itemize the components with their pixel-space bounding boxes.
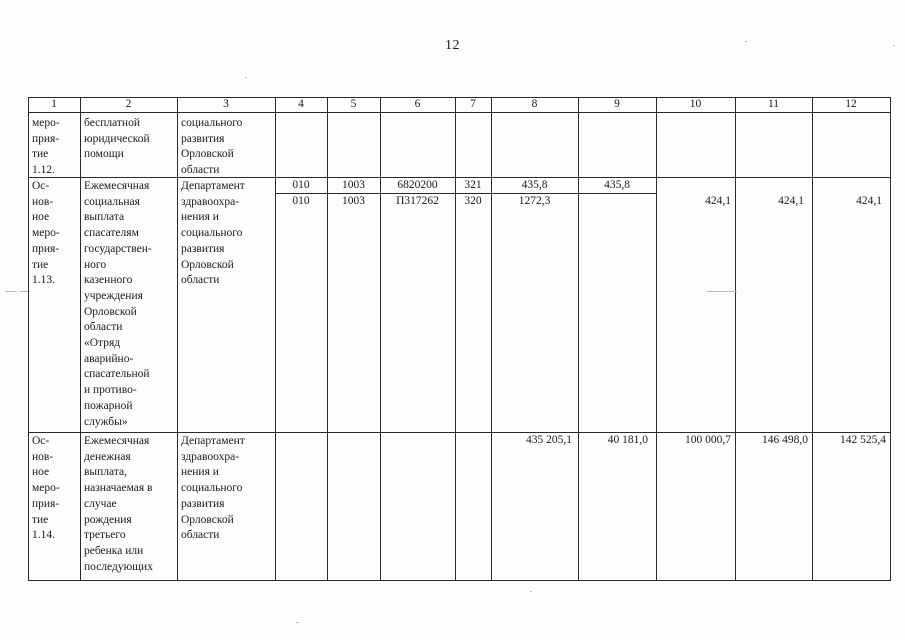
measure-description: казенного [84,274,133,287]
responsible-executor: здравоохра- [181,450,240,463]
measure-label: меро- [32,117,60,129]
measure-label: 1.12. [32,164,55,177]
scan-artifact [530,591,532,592]
amount-year: 424,1 [856,195,882,207]
measure-description: Ежемесячная [84,435,150,447]
responsible-executor: Орловской [181,148,234,161]
amount-year: 142 525,4 [840,434,886,446]
responsible-executor: Департамент [181,435,245,447]
measure-label: Ос- [32,180,50,192]
measure-label: меро- [32,227,60,240]
scan-artifact [707,291,737,292]
measure-label: прия- [32,132,60,145]
amount-year: 435,8 [604,179,630,191]
measure-description: бесплатной [84,117,140,129]
amount-year: 146 498,0 [762,434,808,446]
column-header: 6 [414,98,421,110]
column-header: 2 [125,98,132,110]
measure-description: службы» [84,415,128,428]
scan-artifact [5,291,17,292]
responsible-executor: нения и [181,466,219,479]
amount-year: 100 000,7 [685,434,731,446]
measure-label: ное [32,466,50,479]
budget-code-target: П317262 [396,195,439,207]
measure-description: пожарной [84,399,133,412]
measure-description: рождения [84,513,132,526]
measure-label: тие [32,513,49,526]
measure-description: помощи [84,148,124,161]
amount-total: 435 205,1 [526,434,572,446]
measure-description: спасательной [84,368,150,381]
budget-code-gradmin: 010 [292,195,310,207]
measure-label: тие [32,258,49,271]
measure-description: государствен- [84,242,152,255]
responsible-executor: Орловской [181,513,234,526]
column-divider [735,97,736,581]
column-header: 4 [298,98,304,110]
scan-artifact [893,45,895,46]
column-divider [275,97,276,581]
responsible-executor: нения и [181,211,219,224]
measure-description: спасателям [84,227,139,240]
column-divider [177,97,178,581]
amount-year: 40 181,0 [607,434,648,446]
measure-label: прия- [32,497,60,510]
column-divider [455,97,456,581]
column-header: 11 [767,98,780,110]
measure-label: нов- [32,450,54,463]
column-header: 5 [350,98,357,110]
scan-artifact [745,41,747,42]
budget-code-gradmin: 010 [292,179,310,191]
scan-artifact [245,77,247,78]
measure-description: области [84,321,123,334]
budget-code-expense-type: 321 [464,179,482,191]
column-divider [890,97,891,581]
measure-label: Ос- [32,435,50,447]
column-divider [491,97,492,581]
measure-description: аварийно- [84,352,134,365]
measure-description: ребенка или [84,544,144,557]
responsible-executor: социального [181,227,243,240]
responsible-executor: здравоохра- [181,195,240,208]
scan-artifact [296,622,299,623]
measure-description: выплата [84,211,125,224]
measure-description: учреждения [84,289,143,302]
measure-description: денежная [84,450,131,463]
measure-description: социальная [84,195,140,208]
measure-label: 1.14. [32,529,55,542]
responsible-executor: Орловской [181,258,234,271]
column-divider [80,97,81,581]
column-header: 1 [51,98,57,110]
budget-code-section: 1003 [342,195,365,207]
amount-year: 424,1 [705,195,731,207]
amount-total: 435,8 [521,179,548,191]
budget-code-expense-type: 320 [464,195,482,207]
column-header: 12 [845,98,857,110]
responsible-executor: развития [181,497,225,510]
responsible-executor: развития [181,242,225,255]
measure-description: юридической [84,132,150,145]
measure-description: третьего [84,529,126,542]
budget-code-section: 1003 [342,179,365,191]
budget-code-target: 6820200 [397,179,438,191]
column-header: 9 [614,98,620,110]
measure-description: ного [84,258,107,271]
column-divider [656,97,657,581]
column-divider [327,97,328,581]
column-header: 8 [531,98,538,110]
measure-description: Орловской [84,305,137,318]
responsible-executor: области [181,164,220,177]
amount-year: 424,1 [778,195,804,207]
header-row-divider [28,112,891,113]
measure-label: прия- [32,242,60,255]
page-number: 12 [445,38,460,53]
responsible-executor: области [181,529,220,542]
measure-description: «Отряд [84,337,121,349]
column-header: 7 [470,98,476,110]
measure-label: тие [32,148,49,161]
measure-description: выплата, [84,466,128,479]
column-divider [578,97,579,581]
measure-label: меро- [32,482,60,495]
responsible-executor: Департамент [181,180,245,192]
responsible-executor: развития [181,132,225,145]
column-header: 10 [689,98,702,110]
amount-total: 1272,3 [518,195,551,207]
measure-label: 1.13. [32,274,55,287]
measure-description: Ежемесячная [84,180,150,192]
measure-label: ное [32,211,50,224]
column-header: 3 [223,98,229,110]
responsible-executor: социального [181,482,243,495]
measure-description: случае [84,497,117,510]
measure-description: назначаемая в [84,482,153,495]
measure-description: последующих [84,560,153,573]
column-divider [380,97,381,581]
responsible-executor: социального [181,117,243,129]
measure-label: нов- [32,195,54,208]
table-bottom-border [28,580,891,581]
measure-description: и противо- [84,384,137,397]
responsible-executor: области [181,274,220,287]
column-divider [812,97,813,581]
scan-artifact [20,291,28,292]
column-divider [28,97,29,581]
